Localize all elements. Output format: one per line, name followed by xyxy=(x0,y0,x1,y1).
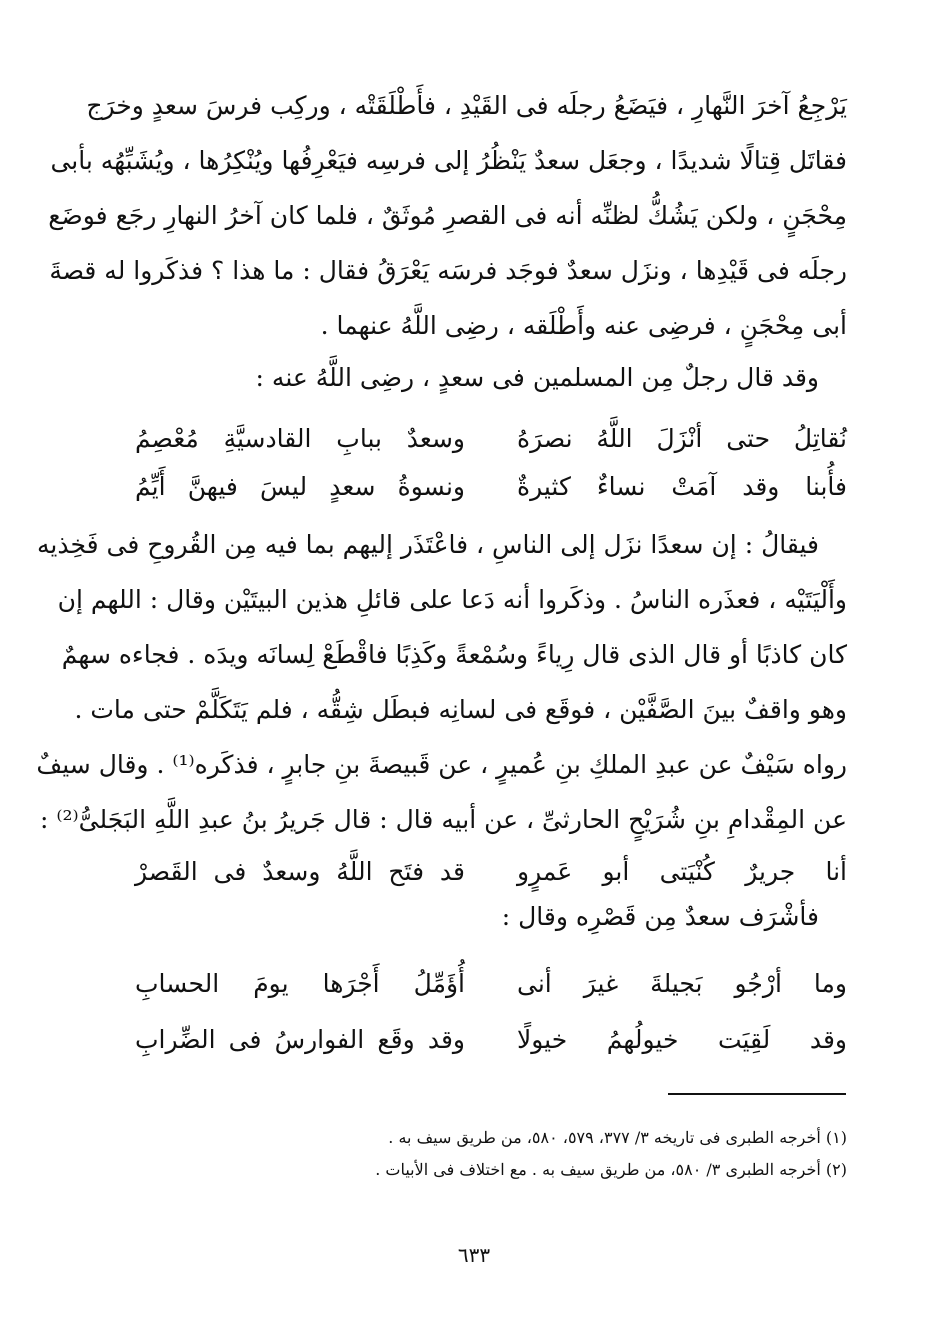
text-line: عن المِقْدامِ بنِ شُرَيْحٍ الحارثىِّ ، عن أبيه قال : قال جَريرُ بنُ عبدِ اللَّهِ البَجَلىُّ⁽²⁾ : xyxy=(40,805,847,834)
text-line: وأَلْيَتَيْه ، فعذَره الناسُ . وذكَروا أنه دَعا على قائلِ هذين البيتَيْن وقال : اللهم إن xyxy=(57,585,847,614)
verse-line xyxy=(135,1016,847,1064)
text-line: يَرْجِعُ آخرَ النَّهارِ ، فيَضَعُ رجلَه فى القَيْدِ ، فأَطْلَقَتْه ، وركِب فرسَ سعدٍ وخرَج xyxy=(86,91,847,120)
verse-second-hemistich: أُؤَمِّلُ أَجْرَها يومَ الحسابِ xyxy=(135,969,465,998)
text-line: وهو واقفٌ بينَ الصَّفَّيْن ، فوقَع فى لسانِه فبطَل شِقُّه ، فلم يَتَكَلَّمْ حتى مات . xyxy=(74,695,847,724)
intro-line: فأشْرَف سعدٌ مِن قَصْرِه وقال : xyxy=(501,902,819,931)
verse-first-hemistich: فأُبنا وقد آمَتْ نساءٌ كثيرةٌ xyxy=(517,472,847,501)
verse-second-hemistich: قد فتَح اللَّهُ وسعدٌ فى القَصرْ xyxy=(135,857,465,886)
intro-line-2-block xyxy=(135,893,847,941)
verse-line xyxy=(135,415,847,463)
paragraph-1 xyxy=(48,78,847,353)
verse-second-hemistich: وقد وقَع الفوارسُ فى الضِّرابِ xyxy=(135,1025,465,1054)
verse-first-hemistich: وما أرْجُو بَجيلةَ غيرَ أنى xyxy=(517,969,847,998)
text-line: أبى مِحْجَنٍ ، فرضِى عنه وأَطْلَقه ، رضِى اللَّهُ عنهما . xyxy=(320,311,847,340)
verse-second-hemistich: ونسوةُ سعدٍ ليسَ فيهنَّ أَيِّمُ xyxy=(135,472,465,501)
text-line: فقاتَل قِتالًا شديدًا ، وجعَل سعدٌ يَنْظُرُ إلى فرسِه فيَعْرِفُها ويُنْكِرُها ، ويُشَبِّهُه بأبى xyxy=(50,146,847,175)
page-number: ٦٣٣ xyxy=(457,1243,491,1267)
intro-line-1-block xyxy=(135,350,847,405)
verse-line xyxy=(135,848,847,896)
footnote: (١) أخرجه الطبرى فى تاريخه ٣/ ٣٧٧، ٥٧٩، ٥٨٠، من طريق سيف به . xyxy=(388,1128,847,1147)
verse-line xyxy=(135,463,847,511)
verse-line xyxy=(135,960,847,1008)
text-line: فيقالُ : إن سعدًا نزَل إلى الناسِ ، فاعْتَذَر إليهم بما فيه مِن القُروحِ فى فَخِذيه xyxy=(37,530,819,559)
text-line: كان كاذبًا أو قال الذى قال رِياءً وسُمْعةً وكَذِبًا فاقْطَعْ لِسانَه ويدَه . فجاءه سهمٌ xyxy=(61,640,847,669)
footnote: (٢) أخرجه الطبرى ٣/ ٥٨٠، من طريق سيف به . مع اختلاف فى الأبيات . xyxy=(375,1160,847,1179)
verse-second-hemistich: وسعدٌ ببابِ القادسيَّةِ مُعْصِمُ xyxy=(135,424,465,453)
footnote-divider xyxy=(668,1093,846,1095)
paragraph-2 xyxy=(36,517,847,847)
verse-first-hemistich: أنا جريرٌ كُنْيَتى أبو عَمرٍو xyxy=(517,857,847,886)
text-line: مِحْجَنٍ ، ولكن يَشُكُّ لظنِّه أنه فى القصرِ مُوثَقٌ ، فلما كان آخرُ النهارِ رجَع فوضَع xyxy=(48,201,847,230)
text-line: رجلَه فى قَيْدِها ، ونزَل سعدٌ فوجَد فرسَه يَعْرَقُ فقال : ما هذا ؟ فذكَروا له قصةَ xyxy=(49,256,847,285)
verse-first-hemistich: وقد لَقِيَت خيولُهمُ خيولًا xyxy=(517,1025,847,1054)
verse-first-hemistich: نُقاتِلُ حتى أنْزَلَ اللَّهُ نصرَهُ xyxy=(517,424,847,453)
intro-line: وقد قال رجلٌ مِن المسلمين فى سعدٍ ، رضِى اللَّهُ عنه : xyxy=(255,363,819,392)
text-line: رواه سَيْفٌ عن عبدِ الملكِ بنِ عُميرٍ ، عن قَبيصةَ بنِ جابرٍ ، فذكَره⁽¹⁾ . وقال سيفٌ xyxy=(36,750,847,779)
